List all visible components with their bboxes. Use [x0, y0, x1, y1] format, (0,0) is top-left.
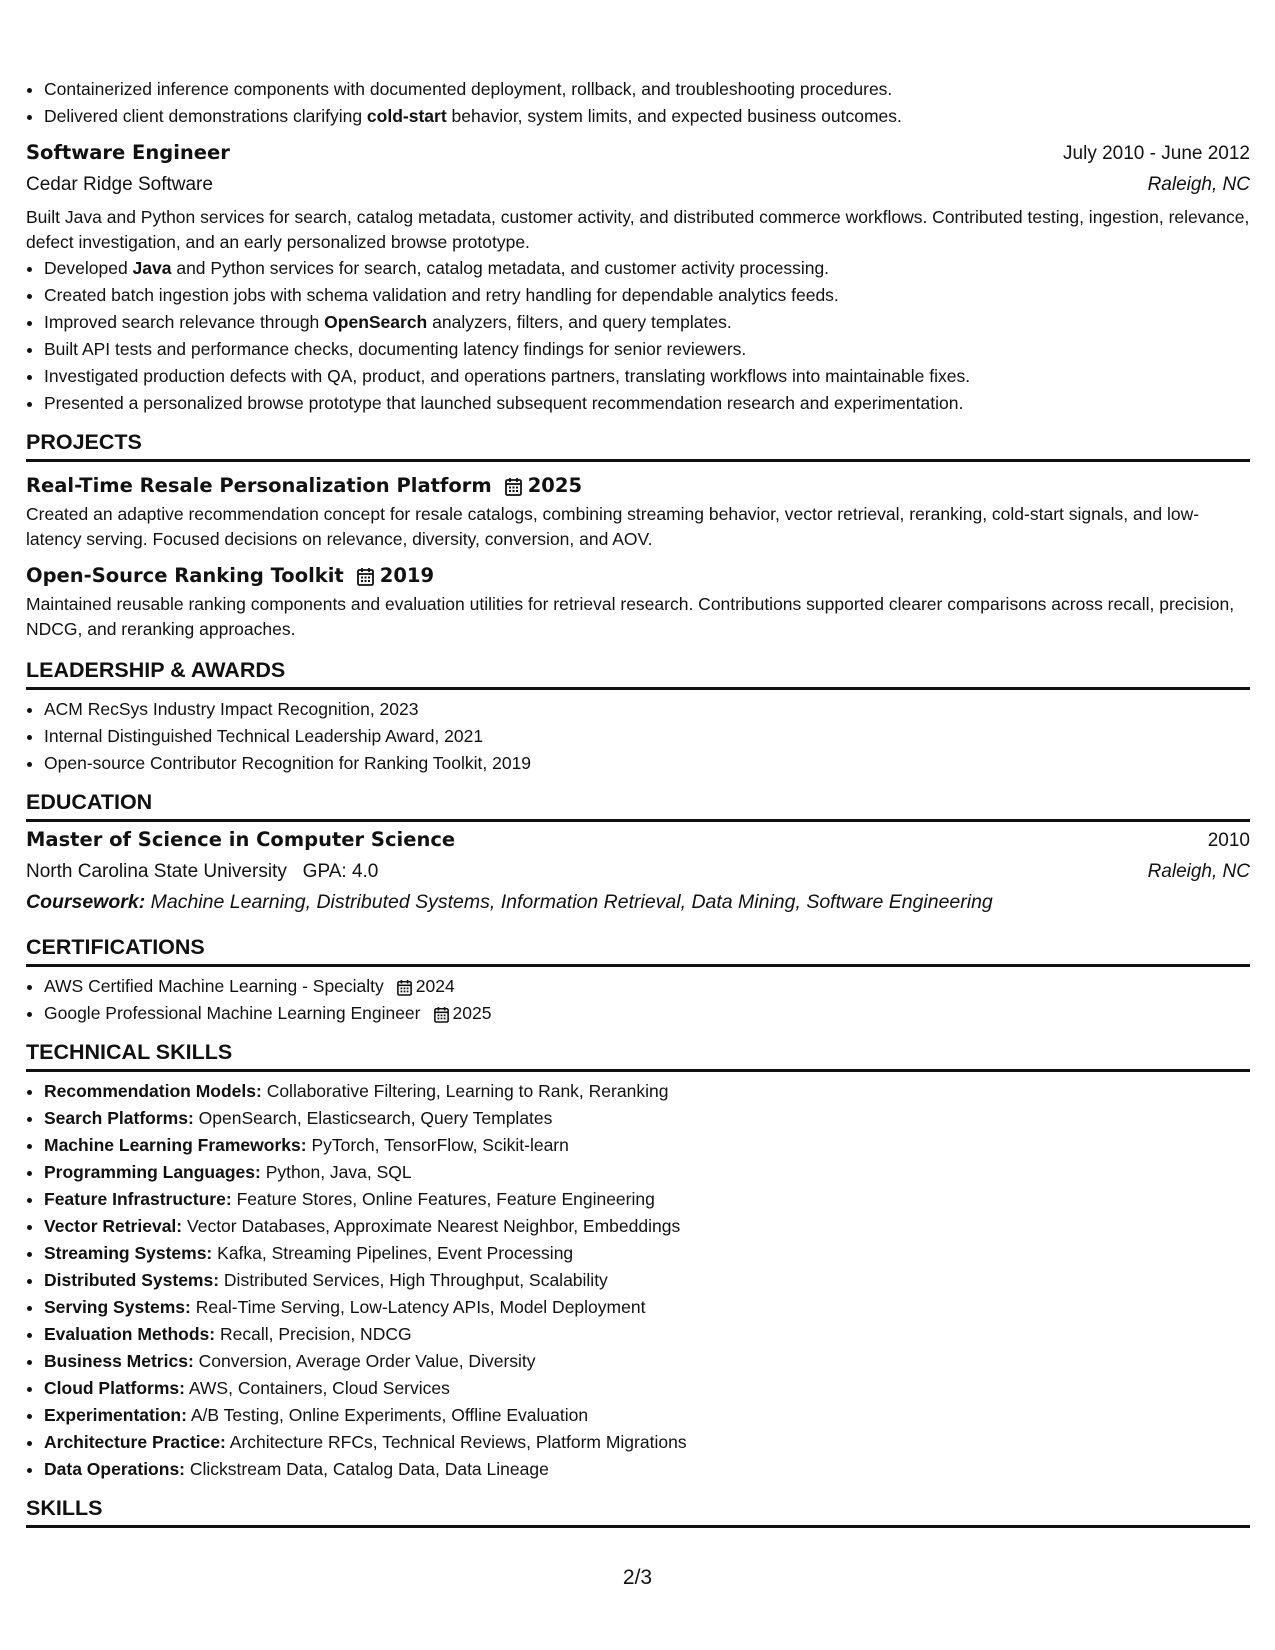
skill-item: • Machine Learning Frameworks: PyTorch, TensorFlow, Scikit-learn	[44, 1132, 1250, 1159]
project-title: Open-Source Ranking Toolkit	[26, 564, 344, 587]
list-item: • Internal Distinguished Technical Leadership Award, 2021	[44, 723, 1250, 750]
leadership-list	[26, 696, 1250, 777]
education-heading: EDUCATION	[26, 790, 1250, 822]
education-year: 2010	[1207, 830, 1250, 851]
education-location: Raleigh, NC	[1147, 861, 1250, 882]
job-dates: July 2010 - June 2012	[1063, 143, 1250, 164]
list-item: • Open-source Contributor Recognition for Ranking Toolkit, 2019	[44, 750, 1250, 777]
bullet-item: • Presented a personalized browse prototype that launched subsequent recommendation research and experimentation.	[44, 390, 1250, 417]
projects-section	[26, 430, 1250, 642]
resume-page	[26, 76, 1250, 1528]
leadership-heading: LEADERSHIP & AWARDS	[26, 658, 1250, 690]
project-description: Created an adaptive recommendation concept for resale catalogs, combining streaming behavior, vector retrieval, reranking, cold-start signals, and low-latency serving. Focused decisions on relevance, diversity, conversion, and AOV.	[26, 504, 1200, 549]
technical-skills-heading: TECHNICAL SKILLS	[26, 1040, 1250, 1072]
bullet-item: • Investigated production defects with QA, product, and operations partners, translating workflows into maintainable fixes.	[44, 363, 1250, 390]
education-section	[26, 790, 1250, 917]
project-year: 2019	[379, 564, 435, 587]
project-item	[26, 470, 1250, 552]
page-number: 2/3	[622, 1566, 653, 1589]
skill-item: • Distributed Systems: Distributed Services, High Throughput, Scalability	[44, 1267, 1250, 1294]
skills-section	[26, 1496, 1250, 1528]
list-item: • ACM RecSys Industry Impact Recognition, 2023	[44, 696, 1250, 723]
leadership-section	[26, 658, 1250, 777]
degree: Master of Science in Computer Science	[26, 828, 456, 851]
skills-heading: SKILLS	[26, 1496, 1250, 1528]
calendar-icon	[357, 567, 374, 586]
list-item: • AWS Certified Machine Learning - Specialty 2024	[44, 973, 1250, 1000]
calendar-icon	[434, 1006, 449, 1023]
bullet-item: • Containerized inference components with documented deployment, rollback, and troubleshooting procedures.	[44, 76, 1250, 103]
certifications-section	[26, 935, 1250, 1027]
skill-item: • Search Platforms: OpenSearch, Elasticsearch, Query Templates	[44, 1105, 1250, 1132]
certifications-heading: CERTIFICATIONS	[26, 935, 1250, 967]
skill-item: • Programming Languages: Python, Java, SQL	[44, 1159, 1250, 1186]
project-year: 2025	[527, 474, 583, 497]
list-item: • Google Professional Machine Learning Engineer 2025	[44, 1000, 1250, 1027]
job-summary: Built Java and Python services for search, catalog metadata, customer activity, and distributed commerce workflows. Contributed testing, ingestion, relevance, defect investigation, and an early personalized browse prototype.	[26, 207, 1250, 252]
skill-item: • Streaming Systems: Kafka, Streaming Pipelines, Event Processing	[44, 1240, 1250, 1267]
skill-item: • Serving Systems: Real-Time Serving, Low-Latency APIs, Model Deployment	[44, 1294, 1250, 1321]
skill-item: • Recommendation Models: Collaborative Filtering, Learning to Rank, Reranking	[44, 1078, 1250, 1105]
coursework: Coursework: Machine Learning, Distributed Systems, Information Retrieval, Data Mining, Software Engineering	[26, 891, 993, 913]
experience-bullets-top	[26, 76, 1250, 130]
bullet-item: • Improved search relevance through OpenSearch analyzers, filters, and query templates.	[44, 309, 1250, 336]
job-company: Cedar Ridge Software	[26, 174, 213, 195]
skill-item: • Business Metrics: Conversion, Average Order Value, Diversity	[44, 1348, 1250, 1375]
skill-item: • Architecture Practice: Architecture RFCs, Technical Reviews, Platform Migrations	[44, 1429, 1250, 1456]
skill-item: • Experimentation: A/B Testing, Online Experiments, Offline Evaluation	[44, 1402, 1250, 1429]
bullet-item: • Developed Java and Python services for search, catalog metadata, and customer activity processing.	[44, 255, 1250, 282]
skill-item: • Vector Retrieval: Vector Databases, Approximate Nearest Neighbor, Embeddings	[44, 1213, 1250, 1240]
job-entry	[26, 137, 1250, 417]
technical-skills-list	[26, 1078, 1250, 1483]
skill-item: • Evaluation Methods: Recall, Precision, NDCG	[44, 1321, 1250, 1348]
skill-item: • Cloud Platforms: AWS, Containers, Cloud Services	[44, 1375, 1250, 1402]
job-location: Raleigh, NC	[1147, 174, 1250, 195]
bullet-item: • Built API tests and performance checks, documenting latency findings for senior reviewers.	[44, 336, 1250, 363]
calendar-icon	[397, 979, 412, 996]
project-title: Real-Time Resale Personalization Platform	[26, 474, 492, 497]
coursework-label: Coursework:	[26, 891, 146, 913]
skill-item: • Feature Infrastructure: Feature Stores, Online Features, Feature Engineering	[44, 1186, 1250, 1213]
calendar-icon	[505, 477, 522, 496]
school-name: North Carolina State University	[26, 861, 287, 882]
gpa: GPA: 4.0	[302, 861, 379, 882]
certifications-list	[26, 973, 1250, 1027]
project-item	[26, 560, 1250, 642]
projects-heading: PROJECTS	[26, 430, 1250, 462]
project-description: Maintained reusable ranking components and evaluation utilities for retrieval research. Contributions supported clearer comparisons across recall, precision, NDCG, and reranking approaches.	[26, 594, 1235, 639]
skill-item: • Data Operations: Clickstream Data, Catalog Data, Data Lineage	[44, 1456, 1250, 1483]
bullet-item: • Delivered client demonstrations clarifying cold-start behavior, system limits, and expected business outcomes.	[44, 103, 1250, 130]
bullet-item: • Created batch ingestion jobs with schema validation and retry handling for dependable analytics feeds.	[44, 282, 1250, 309]
job-title: Software Engineer	[26, 141, 230, 164]
job-bullets	[26, 255, 1250, 417]
technical-skills-section	[26, 1040, 1250, 1483]
